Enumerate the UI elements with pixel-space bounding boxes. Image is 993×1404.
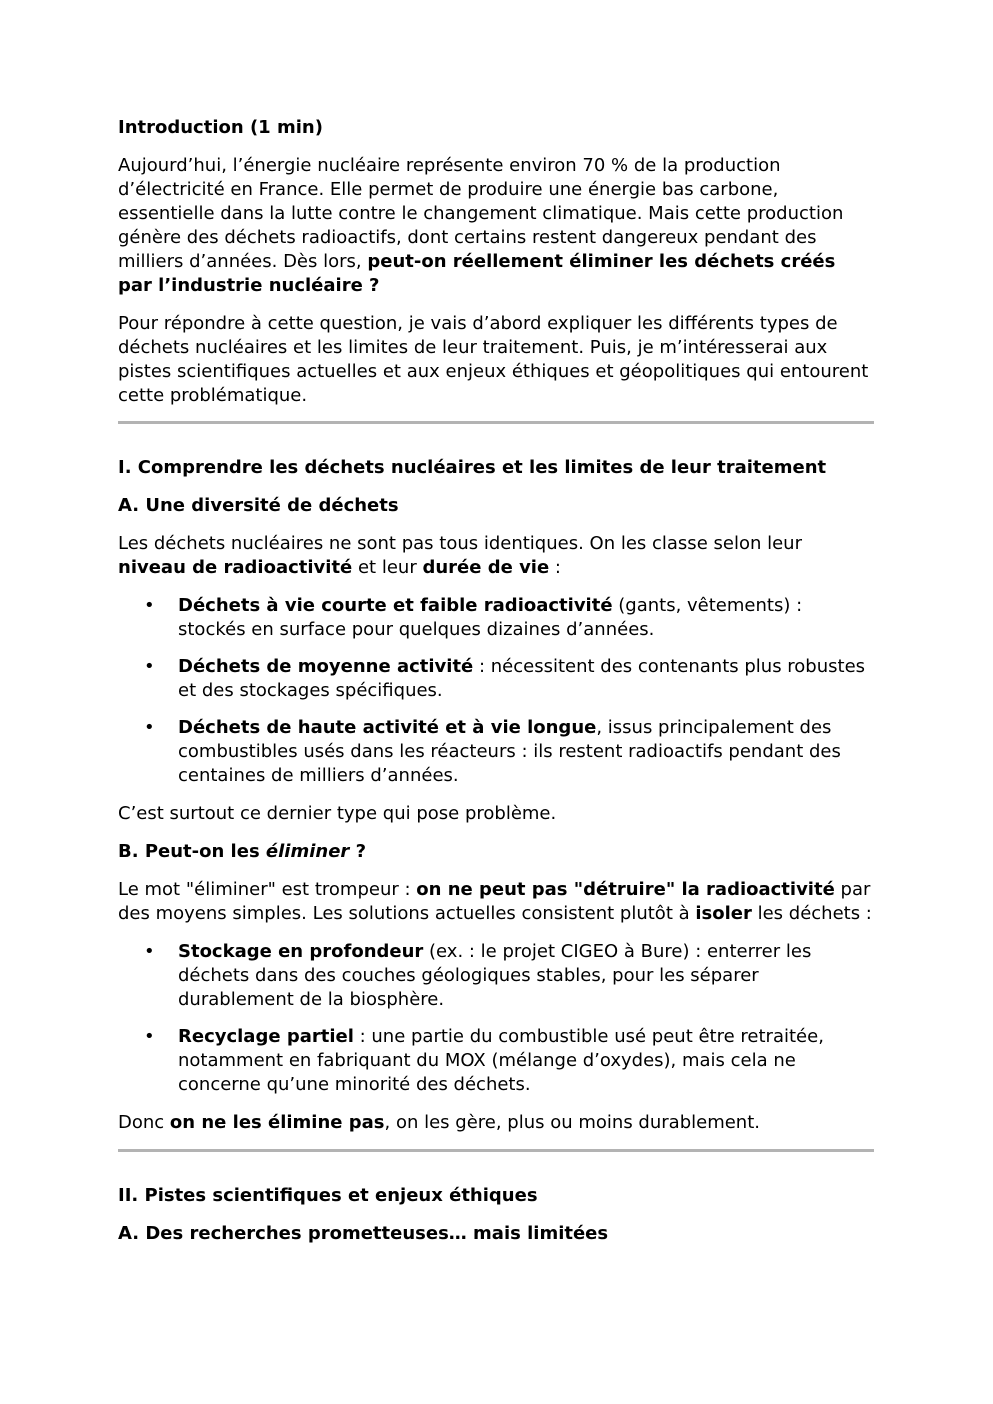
text-run: par des moyens simples. Les solutions actuelles consistent plutôt à xyxy=(118,879,871,924)
bold-run: Déchets de moyenne activité xyxy=(178,656,474,677)
intro-paragraph-2: Pour répondre à cette question, je vais d’abord expliquer les différents types de déchets nucléaires et les limites de leur traitement. Puis, je m’intéresserai aux pistes scientifiques actuelles et aux enjeux éthiques et géopolitiques qui entourent cette problématique. xyxy=(118,313,869,406)
bullet-icon: • xyxy=(144,656,155,677)
list-item xyxy=(118,716,874,788)
document-content xyxy=(118,116,874,1246)
text-run: , on les gère, plus ou moins durablement. xyxy=(384,1112,760,1133)
section1b-heading xyxy=(118,840,874,864)
intro-heading: Introduction (1 min) xyxy=(118,117,323,138)
bold-run: Recyclage partiel xyxy=(178,1026,354,1047)
section1-heading: I. Comprendre les déchets nucléaires et les limites de leur traitement xyxy=(118,457,827,478)
section1a-heading: A. Une diversité de déchets xyxy=(118,495,399,516)
list-item xyxy=(118,940,874,1012)
section2a-heading: A. Des recherches prometteuses… mais limitées xyxy=(118,1223,609,1244)
bold-run: Déchets à vie courte et faible radioactivité xyxy=(178,595,613,616)
text-run: (ex. : le projet CIGEO à Bure) : enterrer les déchets dans des couches géologiques stables, pour les séparer durablement de la biosphère. xyxy=(178,941,812,1010)
section1b-paragraph xyxy=(118,878,874,926)
section1b-conclusion xyxy=(118,1111,874,1135)
text-run: Les déchets nucléaires ne sont pas tous identiques. On les classe selon leur xyxy=(118,533,802,554)
text-run: : xyxy=(549,557,561,578)
list-item xyxy=(118,594,874,642)
bold-run: on ne peut pas "détruire" la radioactivité xyxy=(416,879,835,900)
waste-types-list xyxy=(118,594,874,788)
bold-run: isoler xyxy=(695,903,752,924)
bullet-icon: • xyxy=(144,1026,155,1047)
bold-run: durée de vie xyxy=(422,557,550,578)
problem-question: peut-on réellement éliminer les déchets créés par l’industrie nucléaire ? xyxy=(118,251,836,296)
list-item xyxy=(118,1025,874,1097)
italic-run: éliminer xyxy=(265,841,350,862)
bullet-icon: • xyxy=(144,595,155,616)
bullet-icon: • xyxy=(144,941,155,962)
text-run: : une partie du combustible usé peut être retraitée, notamment en fabriquant du MOX (mélange d’oxydes), mais cela ne concerne qu’une minorité des déchets. xyxy=(178,1026,824,1095)
bold-run: Stockage en profondeur xyxy=(178,941,424,962)
text-run: Le mot "éliminer" est trompeur : xyxy=(118,879,417,900)
text-run: , issus principalement des combustibles usés dans les réacteurs : ils restent radioactifs pendant des centaines de milliers d’années. xyxy=(178,717,841,786)
text-run: ? xyxy=(349,841,367,862)
text-run: Donc xyxy=(118,1112,170,1133)
text-run: : nécessitent des contenants plus robustes et des stockages spécifiques. xyxy=(178,656,866,701)
section1a-conclusion: C’est surtout ce dernier type qui pose problème. xyxy=(118,803,557,824)
section2-heading: II. Pistes scientifiques et enjeux éthiques xyxy=(118,1185,538,1206)
section-divider xyxy=(118,1149,874,1152)
text-run: (gants, vêtements) : stockés en surface pour quelques dizaines d’années. xyxy=(178,595,803,640)
text-run: les déchets : xyxy=(751,903,872,924)
bullet-icon: • xyxy=(144,717,155,738)
section-divider xyxy=(118,421,874,424)
text-run: B. Peut-on les xyxy=(118,841,266,862)
section1a-paragraph xyxy=(118,532,874,580)
intro-p1-text: Aujourd’hui, l’énergie nucléaire représente environ 70 % de la production d’électricité en France. Elle permet de produire une énergie bas carbone, essentielle dans la lutte contre le changement climatique. Mais cette production génère des déchets radioactifs, dont certains restent dangereux pendant des milliers d’années. Dès lors, xyxy=(118,155,844,272)
solutions-list xyxy=(118,940,874,1097)
list-item xyxy=(118,655,874,703)
text-run: et leur xyxy=(352,557,423,578)
bold-run: on ne les élimine pas xyxy=(169,1112,385,1133)
bold-run: niveau de radioactivité xyxy=(118,557,353,578)
intro-paragraph-1 xyxy=(118,154,874,298)
bold-run: Déchets de haute activité et à vie longue xyxy=(178,717,597,738)
